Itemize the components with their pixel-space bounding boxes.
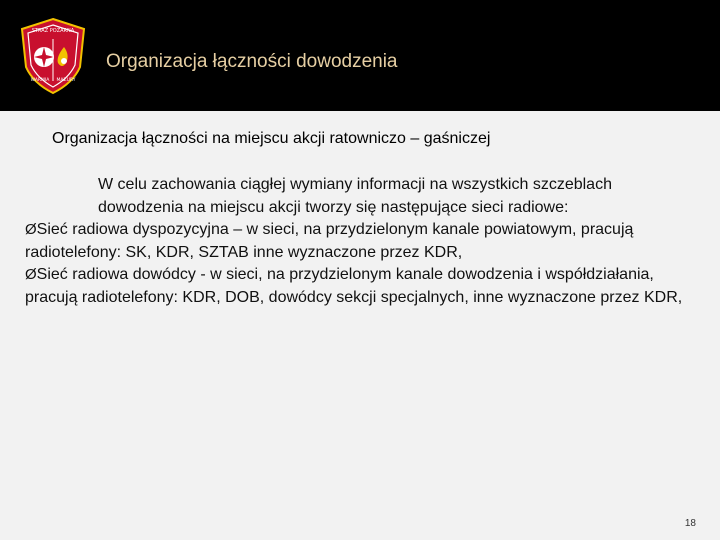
slide-title: Organizacja łączności dowodzenia [106,51,398,72]
bullet-item [25,219,695,264]
bullet-arrow-icon: Ø [25,266,37,283]
emblem-left-text: WARMIA [30,78,50,83]
bullet-text: Sieć radiowa dyspozycyjna – w sieci, na przydzielonym kanale powiatowym, pracują radiotelefony: SK, KDR, SZTAB inne wyznaczone przez KDR, [25,221,634,261]
bullet-arrow-icon: Ø [25,221,37,238]
fire-brigade-emblem-icon [18,17,88,95]
header-bar [0,0,720,111]
intro-paragraph: W celu zachowania ciągłej wymiany informacji na wszystkich szczeblach dowodzenia na miejscu akcji tworzy się następujące sieci radiowe: [98,176,612,216]
bullet-item [25,264,695,309]
emblem-top-text: STRAŻ POŻARNA [31,28,75,34]
emblem-right-text: MAZURY [56,78,76,83]
page-number: 18 [684,518,696,529]
content-subtitle: Organizacja łączności na miejscu akcji ratowniczo – gaśniczej [52,130,491,147]
bullet-text: Sieć radiowa dowódcy - w sieci, na przydzielonym kanale dowodzenia i współdziałania, pracują radiotelefony: KDR, DOB, dowódcy sekcji specjalnych, inne wyznaczone przez KDR, [25,266,683,306]
body-text [25,174,695,309]
